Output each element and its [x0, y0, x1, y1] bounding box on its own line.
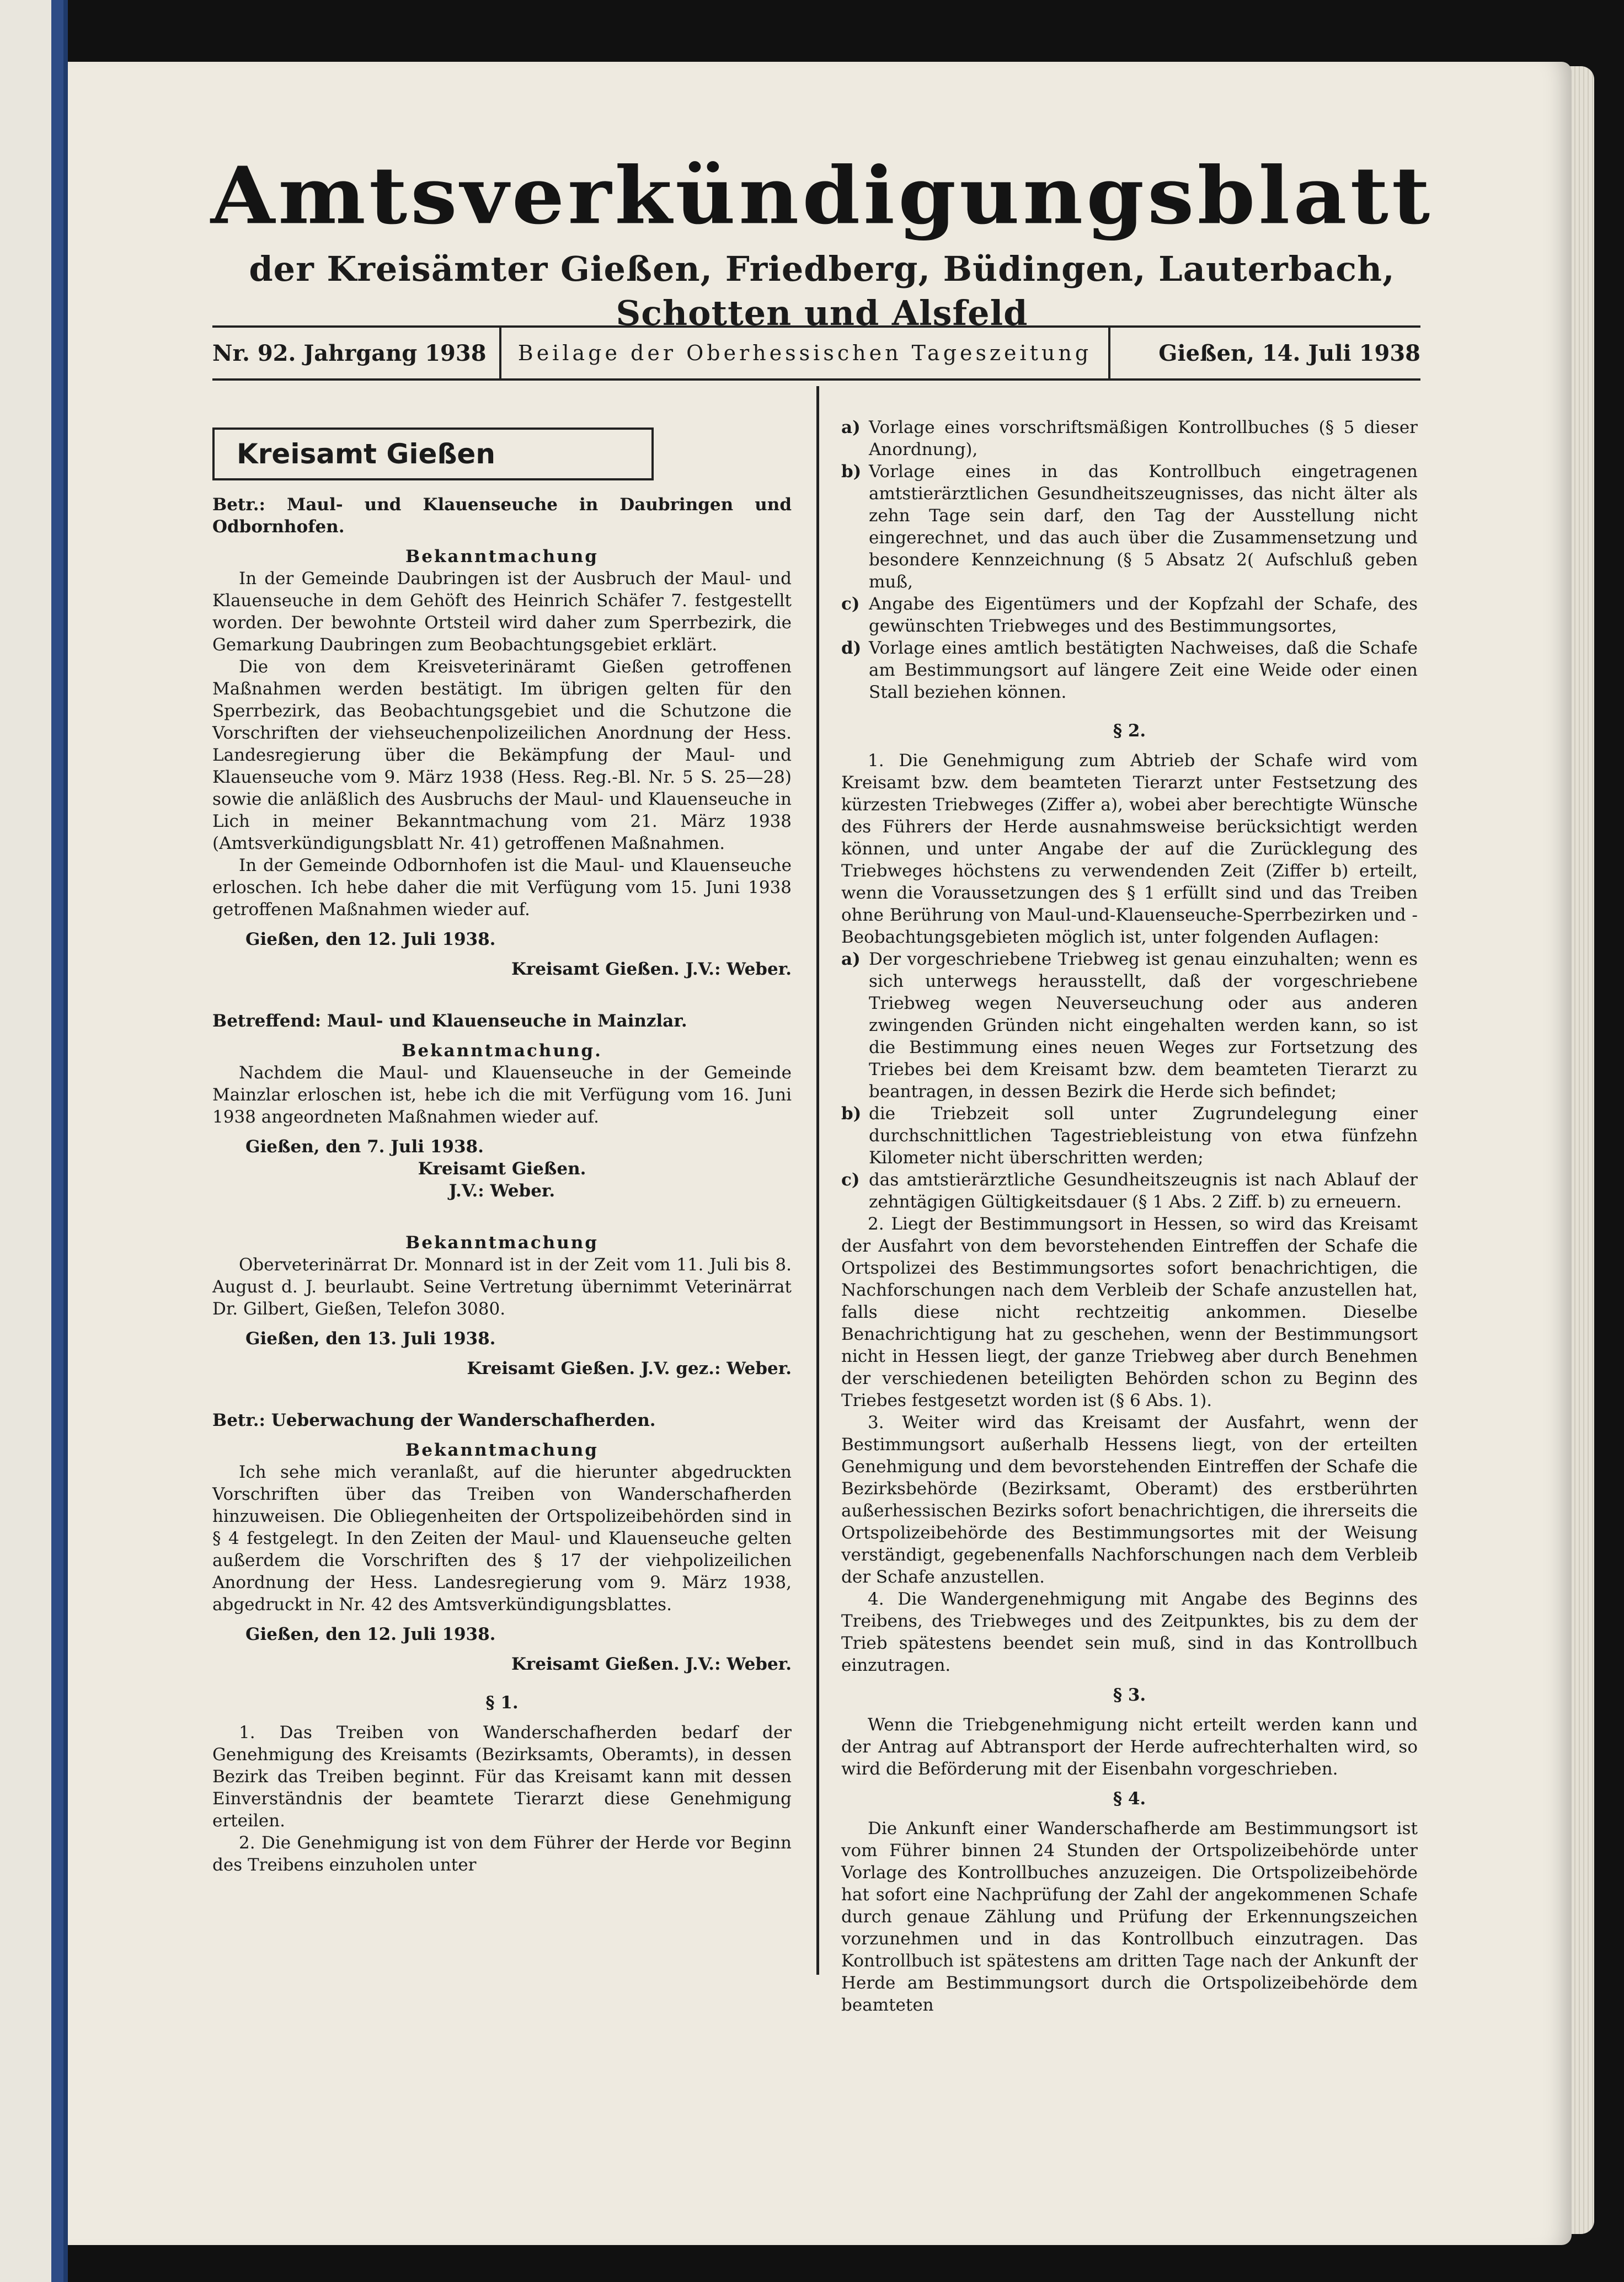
list-item-label: d) [841, 638, 862, 658]
section-number: § 4. [1113, 1789, 1146, 1809]
section-number: § 1. [485, 1693, 519, 1713]
list-item-text: Angabe des Eigentümers und der Kopfzahl der Schafe, des gewünschten Triebweges und des Bestimmungsortes, [869, 594, 1418, 636]
list-item [841, 461, 1418, 593]
article-date: Gießen, den 12. Juli 1938. [245, 929, 496, 949]
article-paragraph: Oberveterinärrat Dr. Monnard ist in der Zeit vom 11. Juli bis 8. August d. J. beurlaubt. Seine Vertretung übernimmt Veterinärrat Dr. Gilbert, Gießen, Telefon 3080. [212, 1255, 792, 1319]
section-paragraph: 3. Weiter wird das Kreisamt der Ausfahrt, wenn der Bestimmungsort außerhalb Hessens liegt, von der erteilten Genehmigung und dem bevorstehenden Eintreffen der Schafe die Bezirksbehörde (Bezirksamt, Oberamt) des erstberührten außerhessischen Bezirks sofort benachrichtigen, die ihrerseits die Ortspolizeibehörde des Bestimmungsortes mit der Weisung verständigt, gegebenenfalls Nachforschungen nach dem Verbleib der Schafe anzustellen. [841, 1413, 1418, 1587]
section-paragraph: 1. Die Genehmigung zum Abtrieb der Schafe wird vom Kreisamt bzw. dem beamteten Tierarzt unter Festsetzung des kürzesten Triebweges (Ziffer a), wobei aber berechtigte Wünsche des Führers der Herde ausnahmsweise berücksichtigt werden können, und unter Angabe der auf die Zurücklegung des Triebweges höchstens zu verwendenden Zeit (Ziffer b) erteilt, wenn die Voraussetzungen des § 1 erfüllt sind und das Treiben ohne Berührung von Maul-und-Klauenseuche-Sperrbezirken und -Beobachtungsgebieten möglich ist, unter folgenden Auflagen: [841, 751, 1418, 947]
section-number: § 2. [1113, 721, 1146, 741]
article-signature: Kreisamt Gießen. J.V. gez.: Weber. [467, 1359, 792, 1378]
article-date: Gießen, den 13. Juli 1938. [245, 1329, 496, 1349]
list-item [841, 416, 1418, 461]
column-divider [816, 386, 819, 1975]
list-item [841, 1169, 1418, 1213]
list-item [841, 637, 1418, 703]
article-heading: Bekanntmachung. [402, 1041, 602, 1061]
list-item-label: b) [841, 462, 862, 482]
article-signature: J.V.: Weber. [448, 1181, 555, 1201]
section-number: § 3. [1113, 1685, 1146, 1705]
article-paragraph: In der Gemeinde Odbornhofen ist die Maul- und Klauenseuche erloschen. Ich hebe daher die mit Verfügung vom 15. Juni 1938 getroffenen Maßnahmen wieder auf. [212, 856, 792, 920]
article-heading: Bekanntmachung [405, 1440, 599, 1460]
article-paragraph: Die von dem Kreisveterinäramt Gießen getroffenen Maßnahmen werden bestätigt. Im übrigen gelten für den Sperrbezirk, das Beobachtungsgebiet und die Schutzone die Vorschriften der viehseuchenpolizeilichen Anordnung der Hess. Landesregierung über die Bekämpfung der Maul- und Klauenseuche vom 9. März 1938 (Hess. Reg.-Bl. Nr. 5 S. 25—28) sowie die anläßlich des Ausbruchs der Maul- und Klauenseuche in Lich in meiner Bekanntmachung vom 21. März 1938 (Amtsverkündigungsblatt Nr. 41) getroffenen Maßnahmen. [212, 657, 792, 853]
section-paragraph: Wenn die Triebgenehmigung nicht erteilt werden kann und der Antrag auf Abtransport der Herde aufrechterhalten wird, so wird die Beförderung mit der Eisenbahn vorgeschrieben. [841, 1715, 1418, 1779]
issue-number: Nr. 92. Jahrgang 1938 [212, 340, 487, 366]
list-item-label: c) [841, 1170, 860, 1190]
article-signature: Kreisamt Gießen. J.V.: Weber. [511, 1654, 792, 1674]
binding-spine [51, 0, 63, 2282]
list-item-text: die Triebzeit soll unter Zugrundelegung einer durchschnittlichen Tagestriebleistung von etwa fünfzehn Kilometer nicht überschritten werden; [869, 1104, 1418, 1168]
list-item [841, 1103, 1418, 1169]
list-item-label: c) [841, 594, 860, 614]
section-paragraph: 2. Liegt der Bestimmungsort in Hessen, so wird das Kreisamt der Ausfahrt von dem bevorstehenden Eintreffen der Schafe die Ortspolizei des Bestimmungsortes sofort benachrichtigen, die Nachforschungen nach dem Verbleib der Schafe anzustellen hat, falls diese nicht rechtzeitig ankommen. Dieselbe Benachrichtigung hat zu geschehen, wenn der Bestimmungsort nicht in Hessen liegt, der ganze Triebweg aber durch Benehmen der verschiedenen beteiligten Behörden schon zu Beginn des Triebes festgesetzt worden ist (§ 6 Abs. 1). [841, 1214, 1418, 1410]
list-item-label: a) [841, 949, 861, 969]
newspaper-title: Amtsverkündigungsblatt [210, 149, 1434, 242]
list-item-text: das amtstierärztliche Gesundheitszeugnis ist nach Ablauf der zehntägigen Gültigkeitsdauer (§ 1 Abs. 2 Ziff. b) zu erneuern. [869, 1170, 1418, 1212]
list-item-text: Der vorgeschriebene Triebweg ist genau einzuhalten; wenn es sich unterwegs herausstellt, daß der vorgeschriebene Triebweg wegen Neuverseuchung oder aus anderen zwingenden Gründen nicht eingehalten werden kann, so ist die Bestimmung eines neuen Weges zur Fortsetzung des Triebes bei dem Kreisamt bzw. dem beamteten Tierarzt zu beantragen, in dessen Bezirk die Herde sich befindet; [869, 949, 1418, 1102]
list-item-text: Vorlage eines amtlich bestätigten Nachweises, daß die Schafe am Bestimmungsort auf längere Zeit eine Weide oder einen Stall beziehen können. [869, 638, 1418, 702]
section-paragraph: 2. Die Genehmigung ist von dem Führer der Herde vor Beginn des Treibens einzuholen unter [212, 1833, 792, 1875]
article-heading: Bekanntmachung [405, 547, 599, 567]
supplement-note: Beilage der Oberhessischen Tageszeitung [517, 341, 1092, 365]
article-paragraph: Ich sehe mich veranlaßt, auf die hierunter abgedruckten Vorschriften über das Treiben von Wanderschafherden hinzuweisen. Die Obliegenheiten der Ortspolizeibehörden sind in § 4 festgelegt. In den Zeiten der Maul- und Klauenseuche gelten außerdem die Vorschriften des § 17 der viehpolizeilichen Anordnung der Hess. Landesregierung vom 9. März 1938, abgedruckt in Nr. 42 des Amtsverkündigungsblattes. [212, 1462, 792, 1615]
section-box-heading: Kreisamt Gießen [212, 427, 654, 480]
article-heading: Bekanntmachung [405, 1233, 599, 1253]
article-subject: Betr.: Ueberwachung der Wanderschafherden. [212, 1410, 656, 1430]
article-subject: Betr.: Maul- und Klauenseuche in Daubringen und Odbornhofen. [212, 495, 792, 537]
list-item-label: a) [841, 418, 861, 437]
section-paragraph: 4. Die Wandergenehmigung mit Angabe des Beginns des Treibens, des Triebweges und des Zeitpunktes, bis zu dem der Trieb spätestens beendet sein muß, sind in das Kontrollbuch einzutragen. [841, 1589, 1418, 1675]
list-item [841, 948, 1418, 1103]
section-paragraph: 1. Das Treiben von Wanderschafherden bedarf der Genehmigung des Kreisamts (Bezirksamts, Oberamts), in dessen Bezirk das Treiben beginnt. Für das Kreisamt kann mit dessen Einverständnis der beamtete Tierarzt diese Genehmigung erteilen. [212, 1723, 792, 1831]
section-paragraph: Die Ankunft einer Wanderschafherde am Bestimmungsort ist vom Führer binnen 24 Stunden der Ortspolizeibehörde unter Vorlage des Kontrollbuches anzuzeigen. Die Ortspolizeibehörde hat sofort eine Nachprüfung der Zahl der angekommenen Schafe durch genaue Zählung und Prüfung der Erkennungszeichen vorzunehmen und in das Kontrollbuch einzutragen. Das Kontrollbuch ist spätestens am dritten Tage nach der Ankunft der Herde am Bestimmungsort durch die Ortspolizeibehörde dem beamteten [841, 1819, 1418, 2015]
article-signature: Kreisamt Gießen. J.V.: Weber. [511, 959, 792, 979]
right-column [841, 416, 1418, 2016]
left-column [212, 427, 792, 1876]
issue-place-date: Gießen, 14. Juli 1938 [1158, 340, 1420, 366]
article-paragraph: Nachdem die Maul- und Klauenseuche in der Gemeinde Mainzlar erloschen ist, hebe ich die mit Verfügung vom 16. Juni 1938 angeordneten Maßnahmen wieder auf. [212, 1063, 792, 1127]
article-date: Gießen, den 7. Juli 1938. [245, 1137, 484, 1157]
binding-cover [0, 0, 68, 2282]
masthead [204, 149, 1440, 335]
article-paragraph: In der Gemeinde Daubringen ist der Ausbruch der Maul- und Klauenseuche in dem Gehöft des Heinrich Schäfer 7. festgestellt worden. Der bewohnte Ortsteil wird daher zum Sperrbezirk, die Gemarkung Daubringen zum Beobachtungsgebiet erklärt. [212, 569, 792, 655]
list-item-text: Vorlage eines vorschriftsmäßigen Kontrollbuches (§ 5 dieser Anordnung), [869, 418, 1418, 459]
list-item-label: b) [841, 1104, 862, 1124]
list-item-text: Vorlage eines in das Kontrollbuch eingetragenen amtstierärztlichen Gesundheitszeugnisses, das nicht älter als zehn Tage sein darf, den Tag der Ausstellung nicht eingerechnet, und das auch über die Zusammensetzung und besondere Kennzeichnung (§ 5 Absatz 2( Aufschluß geben muß, [869, 462, 1418, 592]
issue-info-bar [212, 325, 1420, 381]
newspaper-subtitle: der Kreisämter Gießen, Friedberg, Büdingen, Lauterbach, Schotten und Alsfeld [249, 249, 1395, 333]
article-date: Gießen, den 12. Juli 1938. [245, 1624, 496, 1644]
article-subject: Betreffend: Maul- und Klauenseuche in Mainzlar. [212, 1011, 687, 1031]
list-item [841, 593, 1418, 637]
article-signature: Kreisamt Gießen. [418, 1159, 586, 1179]
